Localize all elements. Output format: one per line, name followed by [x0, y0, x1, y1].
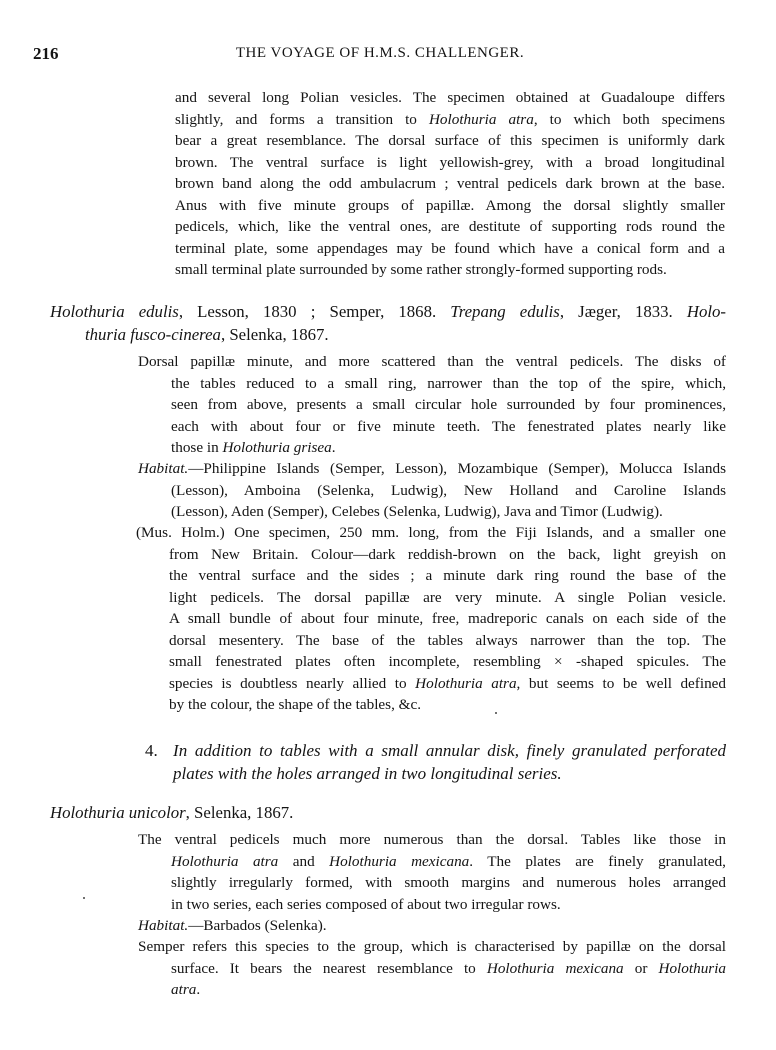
italic-text: Holothuria atra — [428, 110, 534, 128]
text-line: (Mus. Holm.) One specimen, 250 mm. long, from the Fiji Islands, and a smaller one — [136, 524, 726, 541]
text-line — [145, 739, 726, 762]
italic-text: Holothuria atra — [415, 674, 517, 692]
text-line: seen from above, presents a small circular hole surrounded by four prominences, — [171, 396, 726, 413]
continuation-paragraph — [175, 87, 725, 281]
text-line: from New Britain. Colour—dark reddish-brown on the back, light greyish on — [169, 545, 726, 563]
italic-text: Holothuria mexicana — [486, 959, 624, 977]
text-line: Anus with five minute groups of papillæ. Among the dorsal slightly smaller — [175, 196, 725, 214]
text-line: small terminal plate surrounded by some rather strongly-formed supporting rods. — [175, 261, 667, 278]
italic-text: Holo- — [686, 302, 727, 321]
text-line: Semper refers this species to the group, which is characterised by papillæ on the dorsal — [138, 938, 726, 955]
text-line: terminal plate, some appendages may be found which have a conical form and a — [175, 239, 725, 257]
italic-text: Holothuria mexicana — [329, 852, 470, 870]
section-number: 4. — [145, 741, 158, 760]
text-line: in two series, each series composed of about two irregular rows. — [171, 895, 561, 913]
text-line: and several long Polian vesicles. The specimen obtained at Guadaloupe differs — [175, 89, 725, 106]
italic-text: Trepang edulis — [450, 302, 560, 321]
page-header — [30, 44, 730, 66]
species-description-edulis — [138, 351, 726, 459]
species-description-unicolor — [138, 829, 726, 915]
text-line: each with about four or five minute teeth. The fenestrated plates nearly like — [171, 417, 726, 435]
running-title: THE VOYAGE OF H.M.S. CHALLENGER. — [235, 45, 525, 61]
species-heading-unicolor — [50, 801, 726, 824]
scan-speck — [495, 712, 497, 714]
text-line: slightly, and forms a transition to Holothuria atra, to which both specimens — [175, 110, 725, 128]
italic-text: Holothuria edulis — [50, 302, 179, 321]
italic-text: Habitat. — [138, 460, 189, 477]
text-line: by the colour, the shape of the tables, &c. — [169, 696, 422, 713]
text-line: Dorsal papillæ minute, and more scattered than the ventral pedicels. The disks of — [138, 353, 726, 370]
italic-text: Habitat. — [138, 917, 189, 934]
section-heading-4 — [145, 739, 726, 785]
species-habitat-edulis — [138, 458, 726, 523]
text-line: the tables reduced to a small ring, narrower than the top of the spire, which, — [171, 374, 726, 392]
text-line: dorsal mesentery. The base of the tables always narrower than the top. The — [169, 631, 726, 649]
species-remark-unicolor — [138, 936, 726, 1001]
species-habitat-unicolor — [138, 915, 726, 937]
species-heading-edulis — [50, 300, 726, 346]
text-line: surface. It bears the nearest resemblance to Holothuria mexicana or Holothuria — [171, 959, 727, 977]
italic-text: Holothuria grisea — [222, 439, 332, 456]
italic-text: Holothuria — [658, 959, 727, 977]
text-line: Habitat.—Barbados (Selenka). — [138, 917, 327, 934]
italic-text: Holothuria unicolor — [50, 803, 186, 822]
text-line: small fenestrated plates often incomplete, resembling × -shaped spicules. The — [169, 653, 726, 670]
italic-text: atra — [171, 981, 197, 998]
text-line: Holothuria edulis, Lesson, 1830 ; Semper, 1868. Trepang edulis, Jæger, 1833. Holo- — [50, 302, 727, 321]
text-line: brown band along the odd ambulacrum ; ventral pedicels dark brown at the base. — [175, 175, 725, 192]
text-line: brown. The ventral surface is light yellowish-grey, with a broad longitudinal — [175, 153, 725, 171]
text-line: The ventral pedicels much more numerous than the dorsal. Tables like those in — [138, 831, 726, 848]
section-title-line: In addition to tables with a small annular disk, finely granulated perforated — [173, 741, 727, 760]
text-line: those in Holothuria grisea. — [171, 439, 336, 456]
species-museum-note-edulis — [136, 522, 726, 716]
text-line: Habitat.—Philippine Islands (Semper, Lesson), Mozambique (Semper), Molucca Islands — [138, 460, 726, 477]
text-line: Holothuria atra and Holothuria mexicana. The plates are finely granulated, — [171, 852, 726, 870]
text-line: bear a great resemblance. The dorsal surface of this specimen is uniformly dark — [175, 132, 725, 149]
text-line: Holothuria unicolor, Selenka, 1867. — [50, 803, 294, 822]
text-line: pedicels, which, like the ventral ones, are destitute of supporting rods round the — [175, 218, 725, 235]
text-line: slightly irregularly formed, with smooth margins and numerous holes arranged — [171, 874, 726, 891]
scan-speck — [83, 897, 85, 899]
section-title-line: plates with the holes arranged in two longitudinal series. — [173, 764, 562, 783]
text-line: thuria fusco-cinerea, Selenka, 1867. — [85, 325, 329, 344]
text-line — [145, 762, 726, 785]
text-line: atra. — [171, 981, 201, 998]
text-line: (Lesson), Aden (Semper), Celebes (Selenka, Ludwig), Java and Timor (Ludwig). — [171, 503, 663, 520]
text-line: species is doubtless nearly allied to Holothuria atra, but seems to be well defined — [169, 674, 727, 692]
text-line: A small bundle of about four minute, free, madreporic canals on each side of the — [169, 610, 726, 627]
text-line: (Lesson), Amboina (Selenka, Ludwig), New Holland and Caroline Islands — [171, 481, 726, 499]
page-number: 216 — [33, 44, 59, 63]
italic-text: thuria fusco-cinerea — [85, 325, 221, 344]
text-line: light pedicels. The dorsal papillæ are very minute. A single Polian vesicle. — [169, 588, 726, 606]
italic-text: Holothuria atra — [171, 852, 279, 870]
text-line: the ventral surface and the sides ; a minute dark ring round the base of the — [169, 567, 726, 584]
